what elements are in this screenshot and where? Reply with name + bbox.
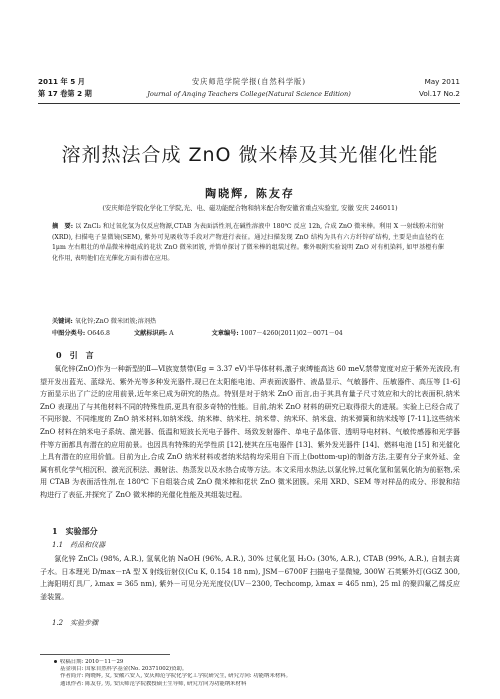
bullet-icon [54,660,57,663]
article-no-label: 文章编号: [211,330,239,337]
experiment-heading: 1 实验部分 [52,526,98,536]
clc-label: 中图分类号: [52,330,86,337]
footnote-corresponding: 通讯作者: 陈友存, 男, 安庆师范学院教授硕士生导师, 研究方向为功能纳米材料 [60,680,247,687]
footnote-author: 作者简介: 陶晓辉, 女, 安徽六安人, 安庆师范学院化学化工学院研究生, 研究方向: 功能纳米材料。 [60,673,292,680]
doc-code-label: 文献标识码: [133,330,168,337]
footnote-funding: 基金项目: 国家自然科学基金(No. 20371002)资助。 [60,666,188,673]
issue-date: 2011 年 5 月 [38,77,85,86]
intro-paragraph: 氧化锌(ZnO)作为一种新型的Ⅱ—Ⅵ族宽禁带(Eg = 3.37 eV)半导体材料,激子束缚能高达 60 meV,禁带宽度对应于紫外光波段,有望开发出蓝光、蓝绿光、紫外光等多种发光器件,现已在太阳能电池、声表面波器件、液晶显示、气敏器件、压敏器件、高压等 [1-6] 方面显示出了广泛的应用前景,近年来已成为研究的热点。特别是对于纳米 ZnO 而言,由于其具有量子尺寸效应和大的比表面积,纳米 ZnO 表现出了与其他材料不同的特殊性质,更具有很多奇特的性能。目前,纳米 ZnO 材料的研究已取得很大的进展。实验上已经合成了不同形貌、不同维度的 ZnO 纳米材料,如纳米线、纳米棒、纳米柱、纳米带、纳米环、纳米盘、纳米弹簧和纳米线等 [7-11],这些纳米 ZnO 材料在纳米电子系统、激光器、低温和短波长光电子器件、场致发射器件、单电子晶体管、透明导电材料、气敏传感器和光学器件等方面都具有潜在的应用前景。也因具有特殊的光学性质 [12],使其在压电器件 [13]、紫外发光器件 [14]、燃料电池 [15] 和光催化上具有潜在的应用价值。目前为止,合成 ZnO 纳米材料或者纳米结构均采用自下而上(bottom-up)的制备方法,主要有分子束外延、金属有机化学气相沉积、激光沉积法、溅射法、热蒸发以及水热合成等方法。本文采用水热法,以氯化锌,过氧化氢和氢氧化钠为前驱物,采用 CTAB 为表面活性剂,在 180℃ 下自组装合成 ZnO 微米棒和花状 ZnO 微米团簇。采用 XRD、SEM 等对样品的成分、形貌和结构进行了表征,并探究了 ZnO 微米棒的光催化性能及其组装过程。 [40,364,460,499]
keywords-row [52,316,156,325]
keywords-text: 氧化锌;ZnO 微米团簇;溶剂热 [74,318,157,325]
header-right [419,76,460,100]
header-rule [38,103,460,104]
journal-name-cn: 安庆师范学院学报(自然科学版) [191,77,307,86]
footnotes [54,659,460,688]
journal-name-en: Journal of Anqing Teachers College(Natural Science Edition) [147,90,351,98]
date-en: May 2011 [424,77,460,86]
footnote-rule [40,654,170,655]
header-center [38,76,460,100]
abstract-text: 以 ZnCl₂ 和过氧化氢为仅反应物源,CTAB 为表面活性剂,在碱性溶液中 180℃ 反应 12h, 合成 ZnO 微米棒。利用 X 一射线粉末衍射(XRD), 扫描电子显微镜(SEM), 紫外可见吸收等手段对产物进行表征。通过扫描发现 ZnO 结构为具有六方纤锌矿结构, 主要是由直径约在 1μm 左右粗壮的单晶微米棒组成的花状 ZnO 微米团簇, 并简单探讨了微米棒的组装过程。紫外吸附实验说明 ZnO 对有机染料, 如甲基橙有催化作用, 表明他们在光催化方面有潜在应用。 [52,223,444,262]
author-affiliation: (安庆师范学院化学化工学院,光、电、磁功能配合物和纳米配合物安徽省重点实验室, 安徽 安庆 246011) [102,204,398,212]
intro-body [40,363,460,502]
abstract-block [52,222,444,264]
article-no-value: 1007－4260(2011)02－0071－04 [240,330,343,337]
keywords-label: 关键词: [52,318,73,325]
article-title: 溶剂热法合成 ZnO 微米棒及其光催化性能 [61,144,439,166]
procedure-subheading: 1.2 实验步骤 [52,619,99,627]
classification-row [52,328,444,337]
footnote-received: 收稿日期: 2010－11－29 [54,659,460,666]
volume-issue: 第 17 卷第 2 期 [38,89,92,98]
materials-paragraph: 氯化锌 ZnCl₂ (98%, A.R.), 氢氧化钠 NaOH (96%, A.R.), 30% 过氧化氢 H₂O₂ (30%, A.R.), CTAB (99%, A.R.), 自制去离子水。日本理光 D/max－rA 型 X 射线衍射仪(Cu K, 0.154 18 nm), JSM－6700F 扫描电子显微镜, 300W 石英紫外灯(GGZ 300, 上海阳明灯具厂, λmax = 365 nm), 紫外－可见分光光度仪(UV－2300, Techcomp, λmax = 465 nm), 25 ml 的聚四氟乙烯反应釜装置。 [40,554,460,601]
materials-subheading: 1.1 药品和仪器 [52,541,106,549]
clc-value: O646.8 [87,330,110,337]
intro-heading: 0 引 言 [56,350,94,360]
doc-code-value: A [169,330,174,337]
article-authors: 陶晓辉, 陈友存 [205,187,295,200]
abstract-label: 摘 要: [52,223,74,230]
volume-en: Vol.17 No.2 [419,89,460,98]
materials-body [40,553,460,603]
